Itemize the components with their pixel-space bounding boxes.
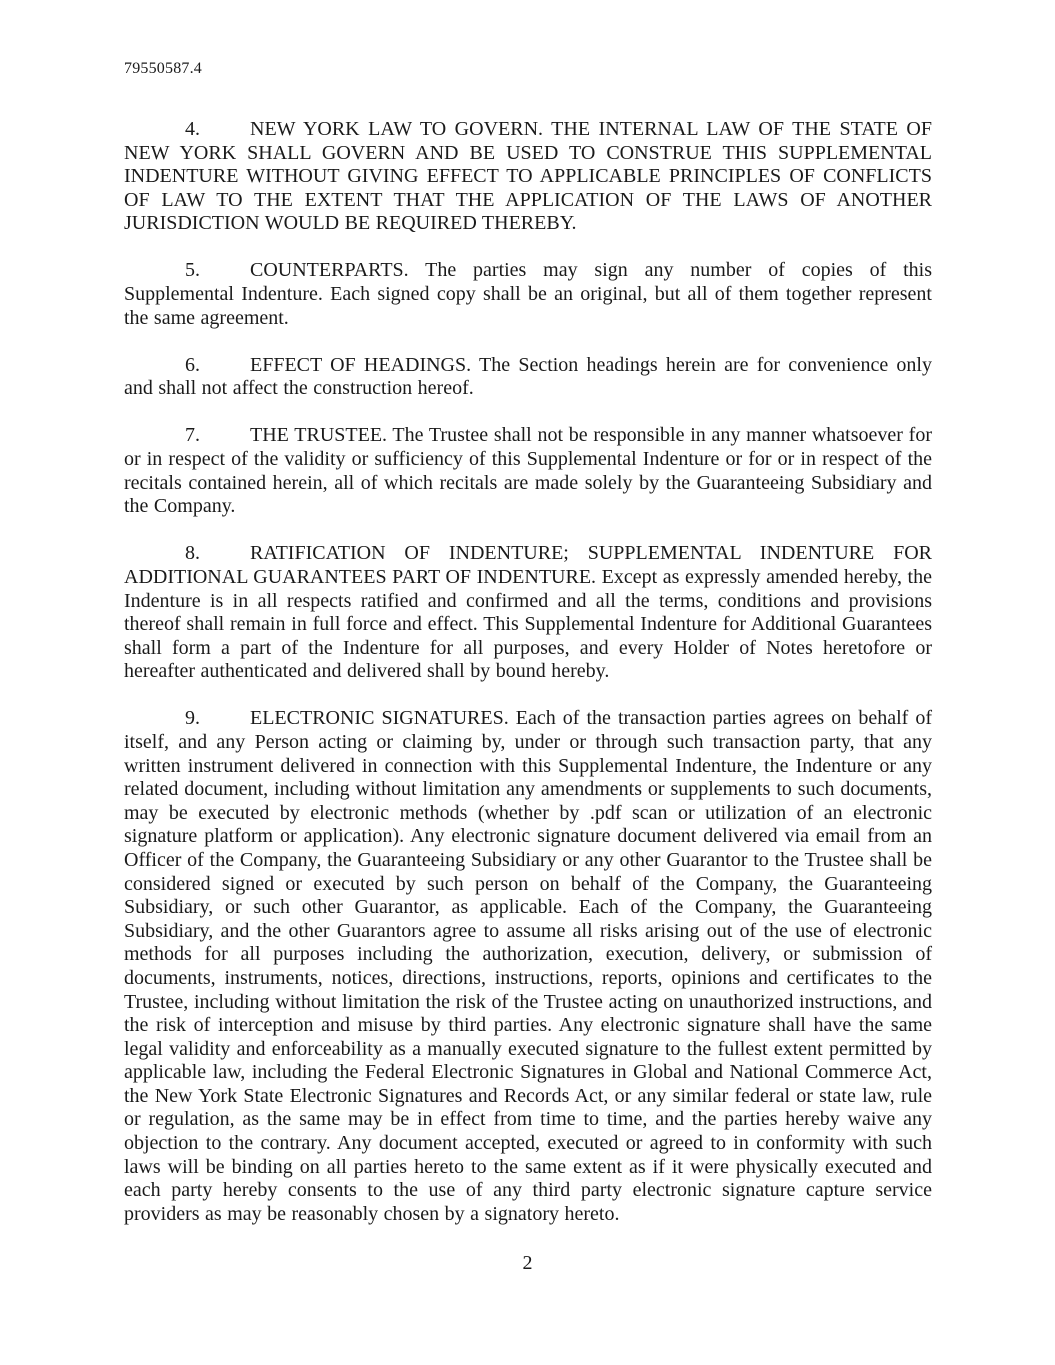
paragraph-text: EFFECT OF HEADINGS. The Section headings herein are for convenience only and shall not affect the construction hereof. [124, 353, 932, 400]
paragraph-number: 4. [185, 118, 200, 140]
paragraph [124, 424, 932, 518]
paragraph [124, 707, 932, 1226]
paragraph-number: 7. [185, 424, 200, 447]
paragraph-number: 5. [185, 259, 200, 282]
paragraph-text: ELECTRONIC SIGNATURES. Each of the transaction parties agrees on behalf of itself, and any Person acting or claiming by, under or through such transaction party, that any written instrument delivered in connection with this Supplemental Indenture, the Indenture or any related document, including without limitation any amendments or supplements to such documents, may be executed by electronic methods (whether by .pdf scan or utilization of an electronic signature platform or application). Any electronic signature document delivered via email from an Officer of the Company, the Guaranteeing Subsidiary or any other Guarantor to the Trustee shall be considered signed or executed by such person on behalf of the Company, the Guaranteeing Subsidiary, or such other Guarantor, as applicable. Each of the Company, the Guaranteeing Subsidiary, and the other Guarantors agree to assume all risks arising out of the use of electronic methods for all purposes including the authorization, execution, delivery, or submission of documents, instruments, notices, directions, instructions, reports, opinions and certificates to the Trustee, including without limitation the risk of the Trustee acting on unauthorized instructions, and the risk of interception and misuse by third parties. Any electronic signature shall have the same legal validity and enforceability as a manually executed signature to the fullest extent permitted by applicable law, including the Federal Electronic Signatures in Global and National Commerce Act, the New York State Electronic Signatures and Records Act, or any similar federal or state law, rule or regulation, as the same may be in effect from time to time, and the parties hereby waive any objection to the contrary. Any document accepted, executed or agreed to in conformity with such laws will be binding on all parties hereto to the same extent as if it were physically executed and each party hereby consents to the use of any third party electronic signature capture service providers as may be reasonably chosen by a signatory hereto. [124, 707, 932, 1225]
paragraph-number: 9. [185, 707, 200, 730]
paragraph [124, 118, 932, 236]
paragraph-text: NEW YORK LAW TO GOVERN. THE INTERNAL LAW OF THE STATE OF NEW YORK SHALL GOVERN AND BE USED TO CONSTRUE THIS SUPPLEMENTAL INDENTURE WITHOUT GIVING EFFECT TO APPLICABLE PRINCIPLES OF CONFLICTS OF LAW TO THE EXTENT THAT THE APPLICATION OF THE LAWS OF ANOTHER JURISDICTION WOULD BE REQUIRED THEREBY. [124, 118, 932, 235]
paragraph [124, 259, 932, 330]
paragraph-number: 6. [185, 353, 200, 376]
document-control-number: 79550587.4 [124, 60, 202, 77]
paragraph-list [124, 118, 932, 1226]
paragraph-number: 8. [185, 542, 200, 565]
paragraph-text: COUNTERPARTS. The parties may sign any number of copies of this Supplemental Indenture. Each signed copy shall be an original, but all of them together represent the same agreement. [124, 259, 932, 329]
paragraph [124, 354, 932, 401]
page-number: 2 [522, 1252, 533, 1274]
paragraph-text: THE TRUSTEE. The Trustee shall not be responsible in any manner whatsoever for or in respect of the validity or sufficiency of this Supplemental Indenture or for or in respect of the recitals contained herein, all of which recitals are made solely by the Guaranteeing Subsidiary and the Company. [124, 424, 932, 518]
paragraph-text: RATIFICATION OF INDENTURE; SUPPLEMENTAL INDENTURE FOR ADDITIONAL GUARANTEES PART OF INDENTURE. Except as expressly amended hereby, the Indenture is in all respects ratified and confirmed and all the terms, conditions and provisions thereof shall remain in full force and effect. This Supplemental Indenture for Additional Guarantees shall form a part of the Indenture for all purposes, and every Holder of Notes heretofore or hereafter authenticated and delivered shall by bound hereby. [124, 542, 932, 683]
paragraph [124, 542, 932, 684]
